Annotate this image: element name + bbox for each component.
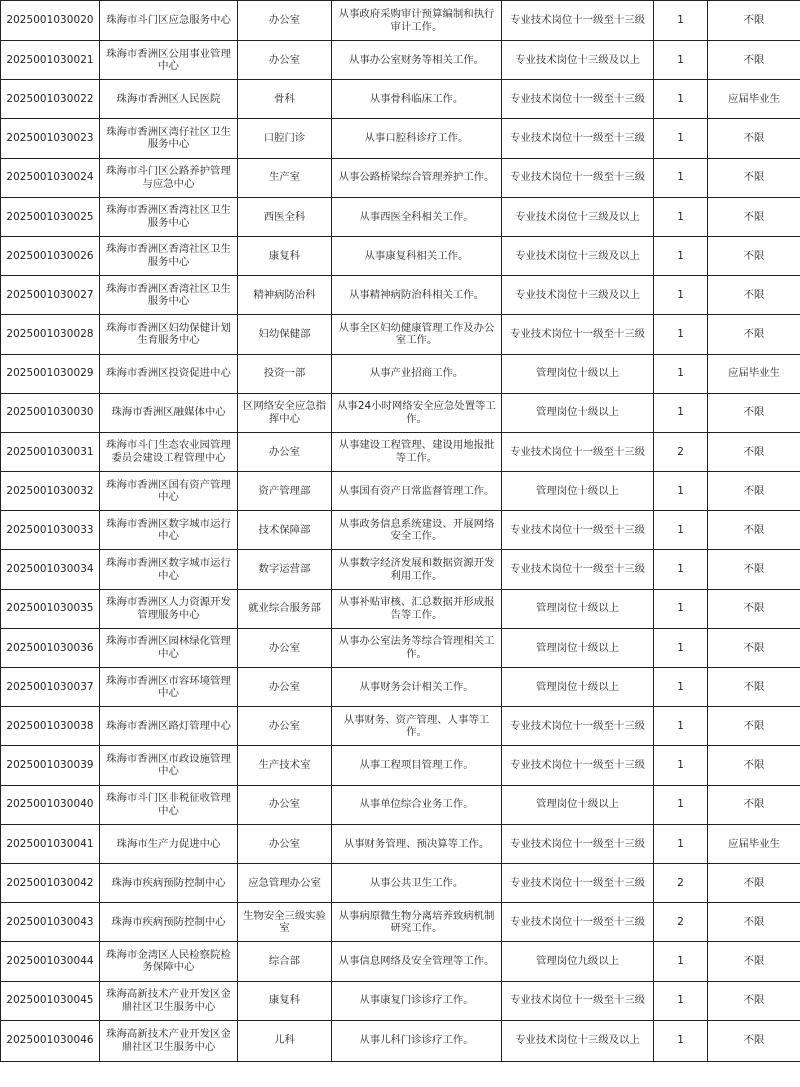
headcount-cell: 1	[654, 236, 708, 275]
headcount-cell: 1	[654, 1020, 708, 1061]
employer-unit-cell: 珠海市香洲区融媒体中心	[100, 393, 238, 432]
post-level-cell: 专业技术岗位十一级至十三级	[502, 158, 654, 197]
job-duty-cell: 从事儿科门诊诊疗工作。	[332, 1020, 502, 1061]
post-level-cell: 专业技术岗位十一级至十三级	[502, 550, 654, 589]
employer-unit-cell: 珠海市香洲区数字城市运行中心	[100, 511, 238, 550]
post-level-cell: 专业技术岗位十一级至十三级	[502, 432, 654, 471]
headcount-cell: 1	[654, 158, 708, 197]
table-row	[1, 354, 800, 393]
headcount-cell: 1	[654, 315, 708, 354]
headcount-cell: 1	[654, 197, 708, 236]
table-row	[1, 472, 800, 511]
department-cell: 综合部	[238, 942, 332, 981]
headcount-cell: 1	[654, 707, 708, 746]
department-cell: 办公室	[238, 628, 332, 667]
applicant-restriction-cell: 不限	[708, 393, 800, 432]
position-code-cell: 2025001030033	[1, 511, 100, 550]
table-row	[1, 80, 800, 119]
table-row	[1, 628, 800, 667]
department-cell: 区网络安全应急指挥中心	[238, 393, 332, 432]
department-cell: 骨科	[238, 80, 332, 119]
job-duty-cell: 从事建设工程管理、建设用地报批等工作。	[332, 432, 502, 471]
applicant-restriction-cell: 不限	[708, 903, 800, 942]
department-cell: 生产室	[238, 158, 332, 197]
post-level-cell: 管理岗位九级以上	[502, 942, 654, 981]
department-cell: 康复科	[238, 981, 332, 1020]
applicant-restriction-cell: 不限	[708, 550, 800, 589]
applicant-restriction-cell: 不限	[708, 707, 800, 746]
job-duty-cell: 从事口腔科诊疗工作。	[332, 119, 502, 158]
job-duty-cell: 从事公路桥梁综合管理养护工作。	[332, 158, 502, 197]
position-code-cell: 2025001030039	[1, 746, 100, 785]
position-code-cell: 2025001030029	[1, 354, 100, 393]
position-code-cell: 2025001030045	[1, 981, 100, 1020]
post-level-cell: 专业技术岗位十三级及以上	[502, 236, 654, 275]
department-cell: 办公室	[238, 41, 332, 80]
position-code-cell: 2025001030021	[1, 41, 100, 80]
job-duty-cell: 从事全区妇幼健康管理工作及办公室工作。	[332, 315, 502, 354]
post-level-cell: 专业技术岗位十一级至十三级	[502, 511, 654, 550]
applicant-restriction-cell: 不限	[708, 668, 800, 707]
applicant-restriction-cell: 不限	[708, 119, 800, 158]
headcount-cell: 1	[654, 41, 708, 80]
department-cell: 办公室	[238, 824, 332, 863]
post-level-cell: 专业技术岗位十一级至十三级	[502, 746, 654, 785]
department-cell: 妇幼保健部	[238, 315, 332, 354]
position-code-cell: 2025001030030	[1, 393, 100, 432]
table-row	[1, 707, 800, 746]
post-level-cell: 专业技术岗位十三级及以上	[502, 1020, 654, 1061]
employer-unit-cell: 珠海市香洲区人力资源开发管理服务中心	[100, 589, 238, 628]
table-row	[1, 432, 800, 471]
post-level-cell: 管理岗位十级以上	[502, 628, 654, 667]
employer-unit-cell: 珠海市金湾区人民检察院检务保障中心	[100, 942, 238, 981]
employer-unit-cell: 珠海市香洲区人民医院	[100, 80, 238, 119]
employer-unit-cell: 珠海市香洲区香湾社区卫生服务中心	[100, 197, 238, 236]
table-row	[1, 41, 800, 80]
post-level-cell: 专业技术岗位十一级至十三级	[502, 863, 654, 902]
position-code-cell: 2025001030031	[1, 432, 100, 471]
table-row	[1, 785, 800, 824]
post-level-cell: 专业技术岗位十一级至十三级	[502, 80, 654, 119]
employer-unit-cell: 珠海市香洲区投资促进中心	[100, 354, 238, 393]
headcount-cell: 1	[654, 550, 708, 589]
post-level-cell: 管理岗位十级以上	[502, 589, 654, 628]
post-level-cell: 专业技术岗位十一级至十三级	[502, 707, 654, 746]
headcount-cell: 1	[654, 668, 708, 707]
department-cell: 办公室	[238, 707, 332, 746]
headcount-cell: 2	[654, 863, 708, 902]
table-row	[1, 315, 800, 354]
job-duty-cell: 从事骨科临床工作。	[332, 80, 502, 119]
applicant-restriction-cell: 不限	[708, 1020, 800, 1061]
job-duty-cell: 从事政务信息系统建设、开展网络安全工作。	[332, 511, 502, 550]
job-duty-cell: 从事政府采购审计预算编制和执行审计工作。	[332, 1, 502, 41]
applicant-restriction-cell: 不限	[708, 41, 800, 80]
job-duty-cell: 从事康复门诊诊疗工作。	[332, 981, 502, 1020]
applicant-restriction-cell: 不限	[708, 785, 800, 824]
table-row	[1, 981, 800, 1020]
employer-unit-cell: 珠海市斗门生态农业园管理委员会建设工程管理中心	[100, 432, 238, 471]
job-duty-cell: 从事财务、资产管理、人事等工作。	[332, 707, 502, 746]
department-cell: 办公室	[238, 1, 332, 41]
position-code-cell: 2025001030027	[1, 276, 100, 315]
table-row	[1, 589, 800, 628]
position-code-cell: 2025001030046	[1, 1020, 100, 1061]
post-level-cell: 专业技术岗位十三级及以上	[502, 276, 654, 315]
table-row	[1, 668, 800, 707]
position-code-cell: 2025001030034	[1, 550, 100, 589]
applicant-restriction-cell: 不限	[708, 981, 800, 1020]
department-cell: 口腔门诊	[238, 119, 332, 158]
position-code-cell: 2025001030044	[1, 942, 100, 981]
job-duty-cell: 从事信息网络及安全管理等工作。	[332, 942, 502, 981]
position-code-cell: 2025001030041	[1, 824, 100, 863]
applicant-restriction-cell: 不限	[708, 197, 800, 236]
job-duty-cell: 从事办公室法务等综合管理相关工作。	[332, 628, 502, 667]
employer-unit-cell: 珠海市香洲区香湾社区卫生服务中心	[100, 236, 238, 275]
applicant-restriction-cell: 不限	[708, 863, 800, 902]
position-code-cell: 2025001030042	[1, 863, 100, 902]
table-row	[1, 393, 800, 432]
post-level-cell: 专业技术岗位十一级至十三级	[502, 824, 654, 863]
post-level-cell: 管理岗位十级以上	[502, 393, 654, 432]
applicant-restriction-cell: 应届毕业生	[708, 824, 800, 863]
job-duty-cell: 从事财务会计相关工作。	[332, 668, 502, 707]
applicant-restriction-cell: 应届毕业生	[708, 354, 800, 393]
post-level-cell: 专业技术岗位十一级至十三级	[502, 119, 654, 158]
table-row	[1, 550, 800, 589]
applicant-restriction-cell: 不限	[708, 432, 800, 471]
job-duty-cell: 从事财务管理、预决算等工作。	[332, 824, 502, 863]
applicant-restriction-cell: 不限	[708, 628, 800, 667]
table-row	[1, 746, 800, 785]
post-level-cell: 管理岗位十级以上	[502, 785, 654, 824]
table-row	[1, 1020, 800, 1061]
department-cell: 数字运营部	[238, 550, 332, 589]
department-cell: 办公室	[238, 432, 332, 471]
post-level-cell: 管理岗位十级以上	[502, 668, 654, 707]
applicant-restriction-cell: 不限	[708, 236, 800, 275]
post-level-cell: 专业技术岗位十一级至十三级	[502, 1, 654, 41]
position-code-cell: 2025001030043	[1, 903, 100, 942]
job-duty-cell: 从事康复科相关工作。	[332, 236, 502, 275]
position-code-cell: 2025001030020	[1, 1, 100, 41]
department-cell: 办公室	[238, 668, 332, 707]
employer-unit-cell: 珠海市疾病预防控制中心	[100, 903, 238, 942]
post-level-cell: 专业技术岗位十一级至十三级	[502, 315, 654, 354]
table-row	[1, 158, 800, 197]
table-row	[1, 197, 800, 236]
employer-unit-cell: 珠海市香洲区路灯管理中心	[100, 707, 238, 746]
table-row	[1, 511, 800, 550]
headcount-cell: 1	[654, 80, 708, 119]
job-duty-cell: 从事单位综合业务工作。	[332, 785, 502, 824]
department-cell: 生产技术室	[238, 746, 332, 785]
post-level-cell: 专业技术岗位十一级至十三级	[502, 903, 654, 942]
position-code-cell: 2025001030022	[1, 80, 100, 119]
headcount-cell: 1	[654, 589, 708, 628]
employer-unit-cell: 珠海市香洲区香湾社区卫生服务中心	[100, 276, 238, 315]
department-cell: 就业综合服务部	[238, 589, 332, 628]
table-row	[1, 903, 800, 942]
job-duty-cell: 从事西医全科相关工作。	[332, 197, 502, 236]
position-code-cell: 2025001030035	[1, 589, 100, 628]
job-duty-cell: 从事工程项目管理工作。	[332, 746, 502, 785]
employer-unit-cell: 珠海市香洲区数字城市运行中心	[100, 550, 238, 589]
department-cell: 精神病防治科	[238, 276, 332, 315]
headcount-cell: 1	[654, 354, 708, 393]
employer-unit-cell: 珠海高新技术产业开发区金鼎社区卫生服务中心	[100, 1020, 238, 1061]
post-level-cell: 管理岗位十级以上	[502, 472, 654, 511]
department-cell: 康复科	[238, 236, 332, 275]
department-cell: 生物安全三级实验室	[238, 903, 332, 942]
job-duty-cell: 从事国有资产日常监督管理工作。	[332, 472, 502, 511]
employer-unit-cell: 珠海市疾病预防控制中心	[100, 863, 238, 902]
position-code-cell: 2025001030026	[1, 236, 100, 275]
headcount-cell: 1	[654, 511, 708, 550]
headcount-cell: 2	[654, 432, 708, 471]
employer-unit-cell: 珠海市香洲区国有资产管理中心	[100, 472, 238, 511]
table-row	[1, 236, 800, 275]
headcount-cell: 1	[654, 628, 708, 667]
position-code-cell: 2025001030028	[1, 315, 100, 354]
position-code-cell: 2025001030037	[1, 668, 100, 707]
department-cell: 办公室	[238, 785, 332, 824]
job-duty-cell: 从事数字经济发展和数据资源开发利用工作。	[332, 550, 502, 589]
job-duty-cell: 从事产业招商工作。	[332, 354, 502, 393]
headcount-cell: 1	[654, 942, 708, 981]
table-row	[1, 1, 800, 41]
applicant-restriction-cell: 不限	[708, 276, 800, 315]
table-row	[1, 942, 800, 981]
job-duty-cell: 从事病原微生物分离培养致病机制研究工作。	[332, 903, 502, 942]
department-cell: 投资一部	[238, 354, 332, 393]
headcount-cell: 1	[654, 472, 708, 511]
headcount-cell: 1	[654, 824, 708, 863]
job-duty-cell: 从事办公室财务等相关工作。	[332, 41, 502, 80]
headcount-cell: 1	[654, 276, 708, 315]
employer-unit-cell: 珠海市香洲区湾仔社区卫生服务中心	[100, 119, 238, 158]
table-row	[1, 276, 800, 315]
headcount-cell: 1	[654, 785, 708, 824]
department-cell: 儿科	[238, 1020, 332, 1061]
employer-unit-cell: 珠海市香洲区园林绿化管理中心	[100, 628, 238, 667]
department-cell: 技术保障部	[238, 511, 332, 550]
job-duty-cell: 从事补贴审核、汇总数据并形成报告等工作。	[332, 589, 502, 628]
position-code-cell: 2025001030024	[1, 158, 100, 197]
department-cell: 西医全科	[238, 197, 332, 236]
position-code-cell: 2025001030036	[1, 628, 100, 667]
position-code-cell: 2025001030038	[1, 707, 100, 746]
headcount-cell: 1	[654, 119, 708, 158]
headcount-cell: 1	[654, 1, 708, 41]
employer-unit-cell: 珠海市香洲区公用事业管理中心	[100, 41, 238, 80]
employer-unit-cell: 珠海市香洲区妇幼保健计划生育服务中心	[100, 315, 238, 354]
post-level-cell: 专业技术岗位十一级至十三级	[502, 981, 654, 1020]
position-code-cell: 2025001030025	[1, 197, 100, 236]
department-cell: 资产管理部	[238, 472, 332, 511]
post-level-cell: 管理岗位十级以上	[502, 354, 654, 393]
table-row	[1, 119, 800, 158]
job-duty-cell: 从事24小时网络安全应急处置等工作。	[332, 393, 502, 432]
employer-unit-cell: 珠海市香洲区市政设施管理中心	[100, 746, 238, 785]
job-duty-cell: 从事精神病防治科相关工作。	[332, 276, 502, 315]
applicant-restriction-cell: 不限	[708, 472, 800, 511]
employer-unit-cell: 珠海市香洲区市容环境管理中心	[100, 668, 238, 707]
headcount-cell: 1	[654, 393, 708, 432]
applicant-restriction-cell: 不限	[708, 158, 800, 197]
applicant-restriction-cell: 不限	[708, 511, 800, 550]
post-level-cell: 专业技术岗位十三级及以上	[502, 41, 654, 80]
position-code-cell: 2025001030040	[1, 785, 100, 824]
applicant-restriction-cell: 不限	[708, 589, 800, 628]
department-cell: 应急管理办公室	[238, 863, 332, 902]
applicant-restriction-cell: 不限	[708, 942, 800, 981]
position-code-cell: 2025001030023	[1, 119, 100, 158]
applicant-restriction-cell: 应届毕业生	[708, 80, 800, 119]
employer-unit-cell: 珠海高新技术产业开发区金鼎社区卫生服务中心	[100, 981, 238, 1020]
position-code-cell: 2025001030032	[1, 472, 100, 511]
applicant-restriction-cell: 不限	[708, 315, 800, 354]
table-row	[1, 863, 800, 902]
employer-unit-cell: 珠海市生产力促进中心	[100, 824, 238, 863]
post-level-cell: 专业技术岗位十三级及以上	[502, 197, 654, 236]
headcount-cell: 1	[654, 746, 708, 785]
employer-unit-cell: 珠海市斗门区应急服务中心	[100, 1, 238, 41]
employer-unit-cell: 珠海市斗门区非税征收管理中心	[100, 785, 238, 824]
table-row	[1, 824, 800, 863]
table-body	[1, 1, 800, 1062]
headcount-cell: 1	[654, 981, 708, 1020]
job-duty-cell: 从事公共卫生工作。	[332, 863, 502, 902]
applicant-restriction-cell: 不限	[708, 746, 800, 785]
applicant-restriction-cell: 不限	[708, 1, 800, 41]
headcount-cell: 2	[654, 903, 708, 942]
employer-unit-cell: 珠海市斗门区公路养护管理与应急中心	[100, 158, 238, 197]
